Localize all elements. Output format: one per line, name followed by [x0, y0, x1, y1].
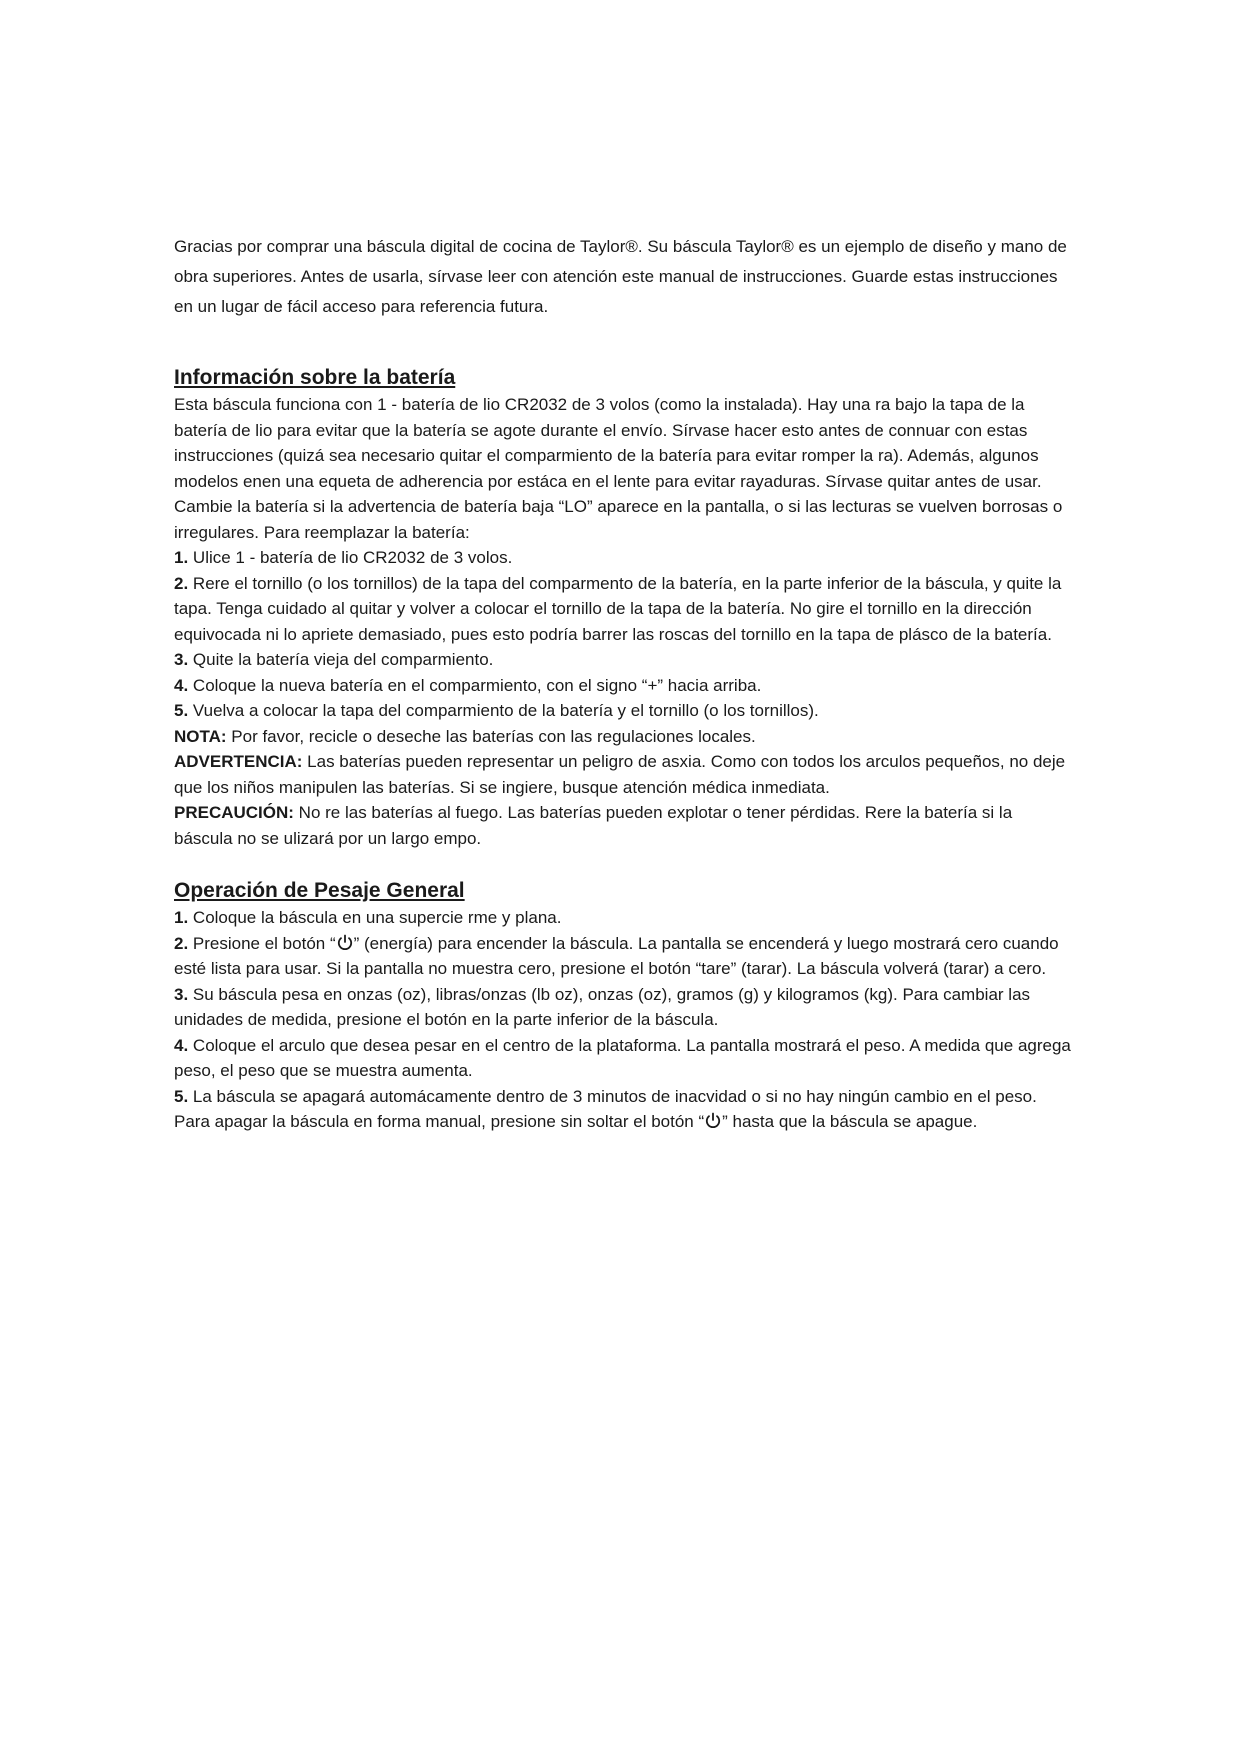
step-text: Coloque la nueva batería en el comparmiento, con el signo “+” hacia arriba. — [188, 675, 762, 695]
operation-section — [174, 877, 1074, 1135]
intro-paragraph: Gracias por comprar una báscula digital de cocina de Taylor®. Su báscula Taylor® es un ejemplo de diseño y mano de obra superiores. Antes de usarla, sírvase leer con atención este manual de instrucciones. Guarde estas instrucciones en un lugar de fácil acceso para referencia futura. — [174, 237, 1067, 316]
precaucion-text: No re las baterías al fuego. Las baterías pueden explotar o tener pérdidas. Rere la batería si la báscula no se ulizará por un largo empo. — [174, 803, 1013, 848]
step-number: 4. — [174, 1035, 189, 1055]
operation-step — [174, 1084, 1074, 1135]
nota-paragraph — [174, 724, 1074, 750]
document-page — [174, 232, 1074, 1135]
nota-text: Por favor, recicle o deseche las baterías con las regulaciones locales. — [226, 726, 756, 746]
step-text: La báscula se apagará automácamente dentro de 3 minutos de inacvidad o si no hay ningún cambio en el peso. Para apagar la báscula en forma manual, presione sin soltar el botón “ — [174, 1086, 1037, 1131]
step-number: 2. — [174, 573, 189, 593]
operation-step — [174, 1033, 1074, 1084]
battery-step — [174, 673, 1074, 699]
power-icon — [704, 1112, 722, 1130]
operation-step — [174, 982, 1074, 1033]
power-icon — [336, 934, 354, 952]
battery-step — [174, 647, 1074, 673]
battery-step — [174, 545, 1074, 571]
battery-paragraph-1: Esta báscula funciona con 1 - batería de lio CR2032 de 3 volos (como la instalada). Hay una ra bajo la tapa de la batería de lio para evitar que la batería se agote durante el envío. Sírvase hacer esto antes de connuar con estas instrucciones (quizá sea necesario quitar el comparmiento de la batería para evitar romper la ra). Además, algunos modelos enen una equeta de adherencia por estáca en el lente para evitar rayaduras. Sírvase quitar antes de usar. — [174, 395, 1042, 491]
precaucion-paragraph — [174, 800, 1074, 851]
step-number: 2. — [174, 933, 189, 953]
advertencia-label: ADVERTENCIA: — [174, 752, 303, 771]
battery-paragraph-2: Cambie la batería si la advertencia de batería baja “LO” aparece en la pantalla, o si las lecturas se vuelven borrosas o irregulares. Para reemplazar la batería: — [174, 497, 1063, 542]
step-text: Ulice 1 - batería de lio CR2032 de 3 volos. — [188, 548, 513, 567]
step-number: 1. — [174, 908, 189, 927]
battery-section — [174, 364, 1074, 851]
operation-step — [174, 905, 1074, 931]
operation-step — [174, 931, 1074, 982]
step-text: Presione el botón “ — [188, 933, 336, 953]
step-number: 5. — [174, 701, 189, 720]
operation-heading: Operación de Pesaje General — [174, 879, 465, 902]
step-number: 5. — [174, 1086, 189, 1106]
step-text: ” hasta que la báscula se apague. — [722, 1112, 978, 1131]
step-text: Vuelva a colocar la tapa del comparmiento de la batería y el tornillo (o los tornillos). — [188, 701, 819, 720]
step-number: 3. — [174, 650, 189, 669]
step-number: 1. — [174, 548, 189, 567]
battery-step — [174, 571, 1074, 648]
battery-step — [174, 698, 1074, 724]
nota-label: NOTA: — [174, 726, 227, 746]
step-number: 4. — [174, 675, 189, 695]
step-text: Quite la batería vieja del comparmiento. — [188, 650, 494, 669]
advertencia-text: Las baterías pueden representar un peligro de asxia. Como con todos los arculos pequeños, no deje que los niños manipulen las baterías. Si se ingiere, busque atención médica inmediata. — [174, 752, 1066, 797]
step-text: Coloque la báscula en una supercie rme y plana. — [188, 908, 562, 927]
step-text: ” (energía) para encender la báscula. La pantalla se encenderá y luego mostrará cero cuando esté lista para usar. Si la pantalla no muestra cero, presione el botón “tare” (tarar). La báscula volverá (tarar) a cero. — [174, 933, 1059, 978]
step-number: 3. — [174, 984, 189, 1004]
precaucion-label: PRECAUCIÓN: — [174, 803, 294, 822]
step-text: Rere el tornillo (o los tornillos) de la tapa del comparmento de la batería, en la parte inferior de la báscula, y quite la tapa. Tenga cuidado al quitar y volver a colocar el tornillo de la tapa de la batería. No gire el tornillo en la dirección equivocada ni lo apriete demasiado, pues esto podría barrer las roscas del tornillo en la tapa de plásco de la batería. — [174, 573, 1062, 644]
step-text: Coloque el arculo que desea pesar en el centro de la plataforma. La pantalla mostrará el peso. A medida que agrega peso, el peso que se muestra aumenta. — [174, 1035, 1071, 1080]
battery-heading: Información sobre la batería — [174, 366, 456, 389]
step-text: Su báscula pesa en onzas (oz), libras/onzas (lb oz), onzas (oz), gramos (g) y kilogramos (kg). Para cambiar las unidades de medida, presione el botón en la parte inferior de la báscula. — [174, 984, 1031, 1029]
advertencia-paragraph — [174, 749, 1074, 800]
